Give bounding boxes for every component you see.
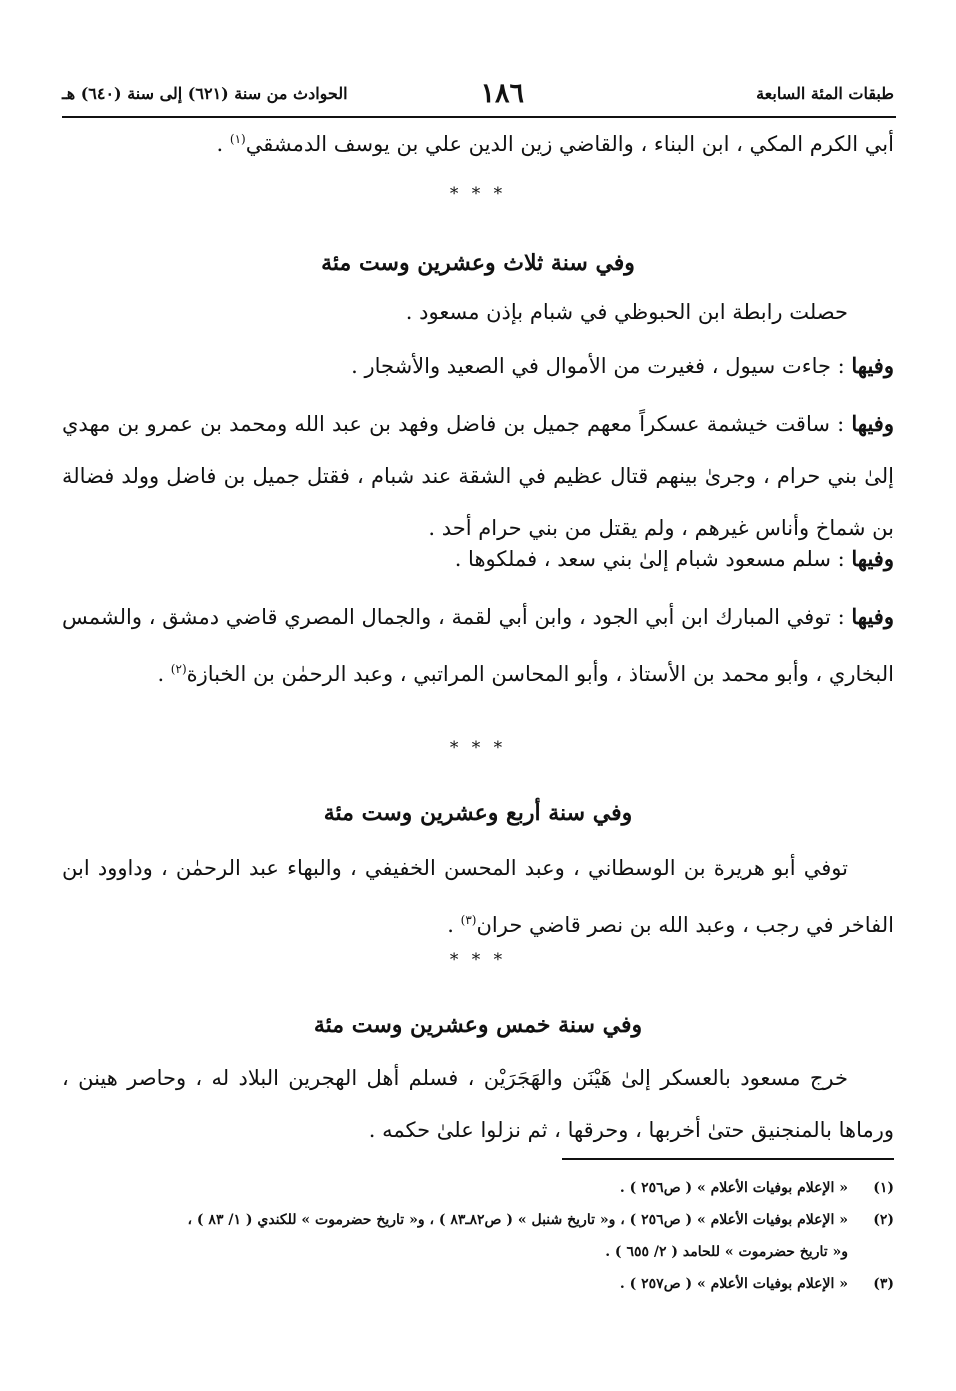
footnote-text: « الإعلام بوفيات الأعلام » ( ص٢٥٧ ) . (619, 1276, 848, 1292)
header-book-title: طبقات المئة السابعة (756, 84, 894, 103)
page-number: ١٨٦ (480, 78, 524, 109)
continued-end: . (216, 132, 230, 156)
paragraph-623-5 (62, 591, 894, 700)
paragraph-623-3 (62, 398, 894, 554)
paragraph-623-1: حصلت رابطة ابن الحبوظي في شبام بإذن مسعود . (405, 300, 848, 324)
paragraph-text: : جاءت سيول ، فغيرت من الأموال في الصعيد والأشجار . (351, 354, 852, 378)
paragraph-623-2 (351, 353, 894, 378)
section-heading-625: وفي سنة خمس وعشرين وست مئة (313, 1012, 643, 1038)
header-chapter-title: الحوادث من سنة (٦٢١) إلى سنة (٦٤٠) هـ (62, 84, 348, 103)
footnote-ref-2: (٢) (170, 662, 187, 676)
paragraph-lead: وفيها (851, 604, 894, 629)
section-separator: * * * (449, 738, 507, 758)
paragraph-624-1 (62, 842, 894, 951)
footnote-2-continued: و« تاريخ حضرموت » للحامد ( ٢/ ٦٥٥ ) . (605, 1244, 848, 1260)
paragraph-end: . (157, 662, 171, 686)
footnote-ref-3: (٣) (460, 913, 477, 927)
paragraph-text: توفي أبو هريرة بن الوسطاني ، وعبد المحسن الخفيفي ، والبهاء عبد الرحمٰن ، وداوود ابن الفاخر في رجب ، وعبد الله بن نصر قاضي حران (62, 856, 894, 937)
continued-paragraph (217, 132, 894, 156)
paragraph-lead: وفيها (851, 411, 894, 436)
footnote-text: « الإعلام بوفيات الأعلام » ( ص٢٥٦ ) ، و« تاريخ شنبل » ( ص٨٢ـ٨٣ ) ، و« تاريخ حضرموت » للكندي ( ١/ ٨٣ ) ، (187, 1212, 848, 1228)
paragraph-text: : توفي المبارك ابن أبي الجود ، وابن أبي لقمة ، والجمال المصري قاضي دمشق ، والشمس البخاري ، وأبو محمد بن الأستاذ ، وأبو المحاسن المراتبي ، وعبد الرحمٰن بن الخبازة (62, 605, 894, 686)
running-header (62, 78, 894, 112)
footnote-number: (١) (873, 1180, 894, 1196)
paragraph-625-1: خرج مسعود بالعسكر إلىٰ هَيْنَن والهَجَرَيْن ، فسلم أهل الهجرين البلاد له ، وحاصر هينن ، ورماها بالمنجنيق حتىٰ أخربها ، وحرقها ، ثم نزلوا علىٰ حكمه . (62, 1066, 894, 1142)
paragraph-lead: وفيها (851, 546, 894, 571)
footnote-rule (562, 1158, 894, 1160)
section-separator: * * * (449, 184, 507, 204)
footnote-2 (62, 1212, 894, 1228)
footnote-text: « الإعلام بوفيات الأعلام » ( ص٢٥٦ ) . (619, 1180, 848, 1196)
paragraph-lead: وفيها (851, 353, 894, 378)
footnote-1 (62, 1180, 894, 1196)
paragraph-623-4 (455, 546, 894, 571)
footnote-ref-1: (١) (229, 132, 246, 146)
footnote-3 (62, 1276, 894, 1292)
paragraph-end: . (447, 913, 461, 937)
header-rule (62, 116, 896, 118)
footnote-number: (٢) (873, 1212, 894, 1228)
footnote-number: (٣) (873, 1276, 894, 1292)
paragraph-text: : سلم مسعود شبام إلىٰ بني سعد ، فملكوها . (454, 547, 852, 571)
continued-text: أبي الكرم المكي ، ابن البناء ، والقاضي زين الدين علي بن يوسف الدمشقي (245, 132, 894, 156)
section-heading-623: وفي سنة ثلاث وعشرين وست مئة (321, 250, 635, 276)
paragraph-text: : ساقت خيشمة عسكراً معهم جميل بن فاضل وفهد بن عبد الله ومحمد بن عمرو بن مهدي إلىٰ بني حرام ، وجرىٰ بينهم قتال عظيم في الشقة عند شبام ، فقتل جميل بن فاضل وولد فضالة بن شماخ وأناس غيرهم ، ولم يقتل من بني حرام أحد . (62, 412, 894, 540)
section-separator: * * * (449, 950, 507, 970)
section-heading-624: وفي سنة أربع وعشرين وست مئة (323, 800, 633, 826)
